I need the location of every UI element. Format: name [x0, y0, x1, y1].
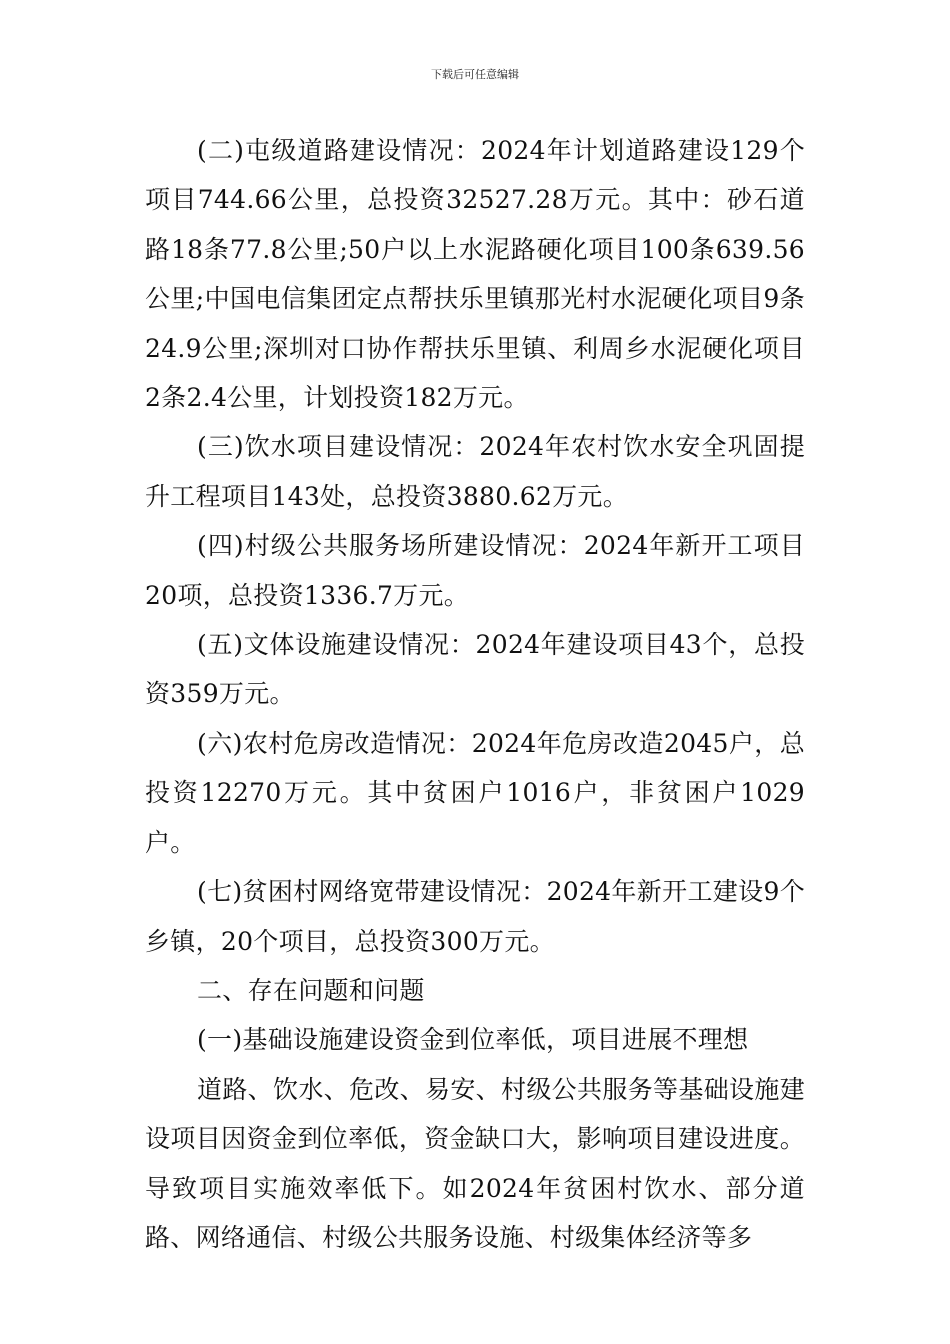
paragraph-funding-detail: 道路、饮水、危改、易安、村级公共服务等基础设施建设项目因资金到位率低，资金缺口大，影响项目建设进度。导致项目实施效率低下。如2024年贫困村饮水、部分道路、网络通信、村级公共服务设施、村级集体经济等多 — [145, 1074, 805, 1252]
subheading-funding: (一)基础设施建设资金到位率低，项目进展不理想 — [197, 1025, 749, 1055]
section-heading-problems: 二、存在问题和问题 — [197, 975, 425, 1005]
paragraph-water-project: (三)饮水项目建设情况：2024年农村饮水安全巩固提升工程项目143处，总投资3880.62万元。 — [145, 432, 805, 511]
paragraph-housing-renovation: (六)农村危房改造情况：2024年危房改造2045户，总投资12270万元。其中贫困户1016户，非贫困户1029户。 — [145, 728, 805, 857]
document-body — [145, 126, 805, 1262]
download-note: 下载后可任意编辑 — [431, 68, 519, 81]
paragraph-culture-sports: (五)文体设施建设情况：2024年建设项目43个，总投资359万元。 — [145, 630, 805, 709]
paragraph-public-service: (四)村级公共服务场所建设情况：2024年新开工项目20项，总投资1336.7万元。 — [145, 531, 805, 610]
paragraph-broadband: (七)贫困村网络宽带建设情况：2024年新开工建设9个乡镇，20个项目，总投资300万元。 — [145, 877, 805, 956]
paragraph-road-construction: (二)屯级道路建设情况：2024年计划道路建设129个项目744.66公里，总投资32527.28万元。其中：砂石道路18条77.8公里;50户以上水泥路硬化项目100条639.56公里;中国电信集团定点帮扶乐里镇那光村水泥硬化项目9条24.9公里;深圳对口协作帮扶乐里镇、利周乡水泥硬化项目2条2.4公里，计划投资182万元。 — [145, 136, 805, 413]
